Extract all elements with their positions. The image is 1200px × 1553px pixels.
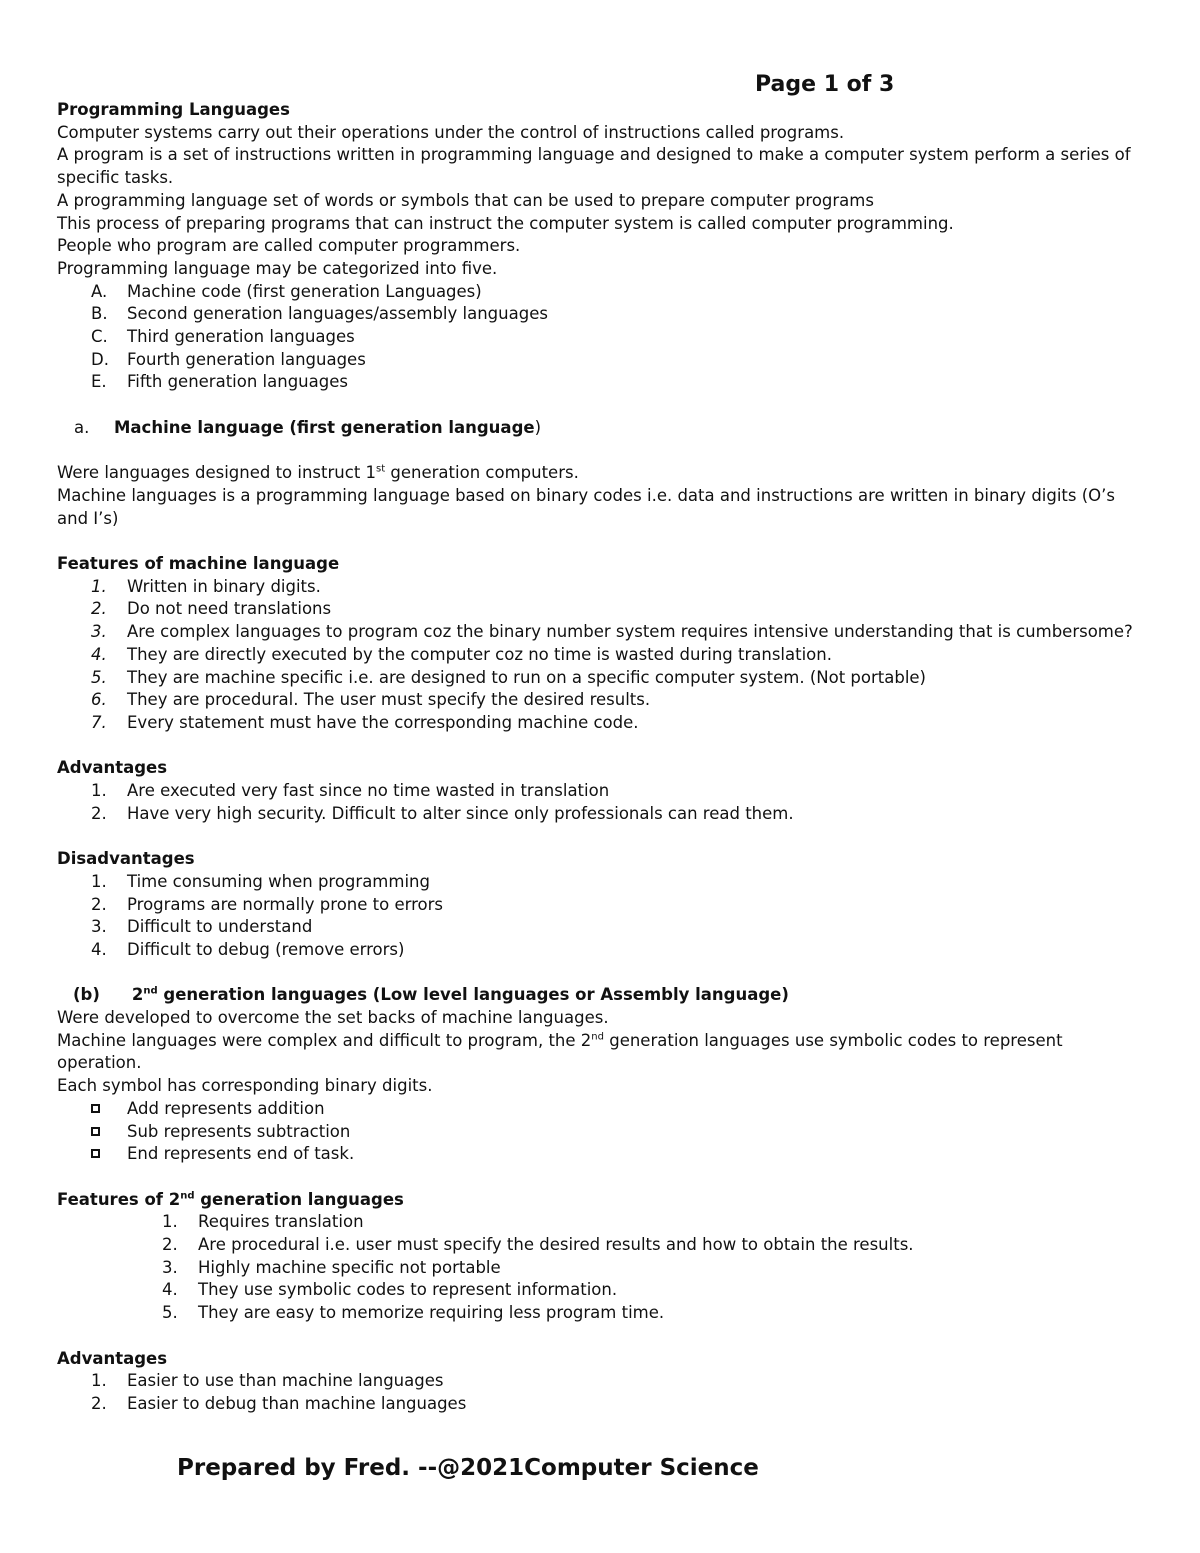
list-text: Programs are normally prone to errors (127, 894, 443, 914)
list-item (57, 1370, 1147, 1393)
advantages-title: Advantages (57, 758, 168, 778)
footer-credit: Prepared by Fred. --@2021Computer Science (177, 1455, 759, 1481)
section-a-line: Were languages designed to instruct 1st generation computers. (57, 463, 579, 483)
list-item (57, 803, 1147, 826)
list-marker: 5. (162, 1303, 178, 1323)
list-item (57, 1234, 1147, 1257)
list-text: Easier to use than machine languages (127, 1371, 444, 1391)
list-text: Third generation languages (127, 327, 355, 347)
list-text: Do not need translations (127, 599, 332, 619)
intro-line: This process of preparing programs that can instruct the computer system is called computer programming. (57, 213, 954, 233)
list-item (57, 644, 1147, 667)
list-text: They are procedural. The user must specify the desired results. (127, 690, 651, 710)
section-marker: a. (74, 417, 90, 437)
list-marker: 7. (91, 712, 107, 732)
list-marker: 1. (162, 1212, 178, 1232)
list-marker: 4. (91, 939, 107, 959)
list-marker: 2. (91, 803, 107, 823)
list-item (57, 1279, 1147, 1302)
checkbox-bullet-icon (91, 1143, 121, 1166)
list-marker: C. (91, 327, 108, 347)
intro-line: Programming language may be categorized into five. (57, 258, 498, 278)
list-item (57, 780, 1147, 803)
list-text: They are directly executed by the computer coz no time is wasted during translation. (127, 644, 832, 664)
list-item (57, 1257, 1147, 1280)
list-text: Difficult to understand (127, 917, 313, 937)
intro-line: A program is a set of instructions written in programming language and designed to make a computer system perform a series of specific tasks. (57, 145, 1131, 188)
list-item (57, 371, 1147, 394)
list-text: They are easy to memorize requiring less program time. (198, 1303, 665, 1323)
list-item (57, 1121, 1147, 1144)
disadvantages-title: Disadvantages (57, 849, 195, 869)
list-text: Fifth generation languages (127, 372, 348, 392)
list-text: Sub represents subtraction (127, 1121, 351, 1141)
section-title-end: ) (534, 417, 542, 437)
list-item (57, 667, 1147, 690)
list-item (57, 712, 1147, 735)
section-title: Machine language (first generation language (114, 417, 535, 437)
list-text: Difficult to debug (remove errors) (127, 939, 405, 959)
section-a-heading (57, 417, 1147, 440)
document-body (57, 99, 1147, 1416)
list-item (57, 871, 1147, 894)
section-marker: (b) (73, 985, 100, 1005)
page-number: Page 1 of 3 (755, 72, 895, 97)
list-item (57, 326, 1147, 349)
list-text: Are executed very fast since no time wasted in translation (127, 781, 610, 801)
list-item (57, 281, 1147, 304)
list-marker: 1. (91, 1371, 107, 1391)
list-marker: B. (91, 304, 108, 324)
section-b-line: Each symbol has corresponding binary digits. (57, 1076, 433, 1096)
list-item (57, 1098, 1147, 1121)
list-item (57, 939, 1147, 962)
list-marker: 2. (91, 1393, 107, 1413)
intro-line: A programming language set of words or symbols that can be used to prepare computer programs (57, 190, 874, 210)
list-marker: 1. (91, 781, 107, 801)
list-text: Machine code (first generation Languages) (127, 281, 482, 301)
list-marker: A. (91, 281, 108, 301)
list-marker: 4. (162, 1280, 178, 1300)
list-marker: 6. (91, 690, 107, 710)
list-text: Second generation languages/assembly languages (127, 304, 548, 324)
list-item (57, 1211, 1147, 1234)
list-text: Easier to debug than machine languages (127, 1393, 467, 1413)
list-marker: 1. (91, 871, 107, 891)
list-marker: 5. (91, 667, 107, 687)
section-b-line: Were developed to overcome the set backs of machine languages. (57, 1008, 609, 1028)
list-text: Are procedural i.e. user must specify the desired results and how to obtain the results. (198, 1235, 914, 1255)
list-marker: 3. (91, 622, 107, 642)
features-title: Features of machine language (57, 554, 340, 574)
list-item (57, 916, 1147, 939)
list-text: Time consuming when programming (127, 871, 430, 891)
list-item (57, 303, 1147, 326)
list-item (57, 1143, 1147, 1166)
checkbox-bullet-icon (91, 1098, 121, 1121)
list-item (57, 1302, 1147, 1325)
list-marker: 2. (91, 894, 107, 914)
list-item (57, 689, 1147, 712)
section-title: 2nd generation languages (Low level languages or Assembly language) (131, 985, 789, 1005)
list-marker: E. (91, 372, 107, 392)
section-a-line: Machine languages is a programming language based on binary codes i.e. data and instructions are written in binary digits (O’s and I’s) (57, 485, 1116, 528)
section-b-heading (57, 984, 1147, 1007)
list-text: Fourth generation languages (127, 349, 366, 369)
list-item (57, 621, 1147, 644)
list-text: Written in binary digits. (127, 576, 321, 596)
list-text: They use symbolic codes to represent information. (198, 1280, 618, 1300)
list-text: They are machine specific i.e. are designed to run on a specific computer system. (Not portable) (127, 667, 926, 687)
list-item (57, 894, 1147, 917)
features-title: Features of 2nd generation languages (57, 1189, 404, 1209)
list-item (57, 576, 1147, 599)
advantages-title: Advantages (57, 1348, 168, 1368)
checkbox-bullet-icon (91, 1121, 121, 1144)
list-marker: 2. (91, 599, 107, 619)
list-text: End represents end of task. (127, 1144, 355, 1164)
list-text: Are complex languages to program coz the binary number system requires intensive understanding that is cumbersome? (127, 622, 1133, 642)
list-text: Highly machine specific not portable (198, 1257, 501, 1277)
list-item (57, 1393, 1147, 1416)
list-item (57, 349, 1147, 372)
list-text: Every statement must have the corresponding machine code. (127, 712, 639, 732)
list-text: Requires translation (198, 1212, 364, 1232)
list-text: Have very high security. Difficult to alter since only professionals can read them. (127, 803, 794, 823)
list-item (57, 598, 1147, 621)
section-b-line: Machine languages were complex and difficult to program, the 2nd generation languages use symbolic codes to represent operation. (57, 1030, 1063, 1073)
list-marker: D. (91, 349, 109, 369)
intro-title: Programming Languages (57, 100, 290, 119)
list-marker: 3. (162, 1257, 178, 1277)
intro-line: Computer systems carry out their operations under the control of instructions called programs. (57, 122, 845, 142)
list-marker: 2. (162, 1235, 178, 1255)
intro-line: People who program are called computer programmers. (57, 236, 521, 256)
list-marker: 4. (91, 644, 107, 664)
list-text: Add represents addition (127, 1098, 325, 1118)
list-marker: 3. (91, 917, 107, 937)
list-marker: 1. (91, 576, 107, 596)
